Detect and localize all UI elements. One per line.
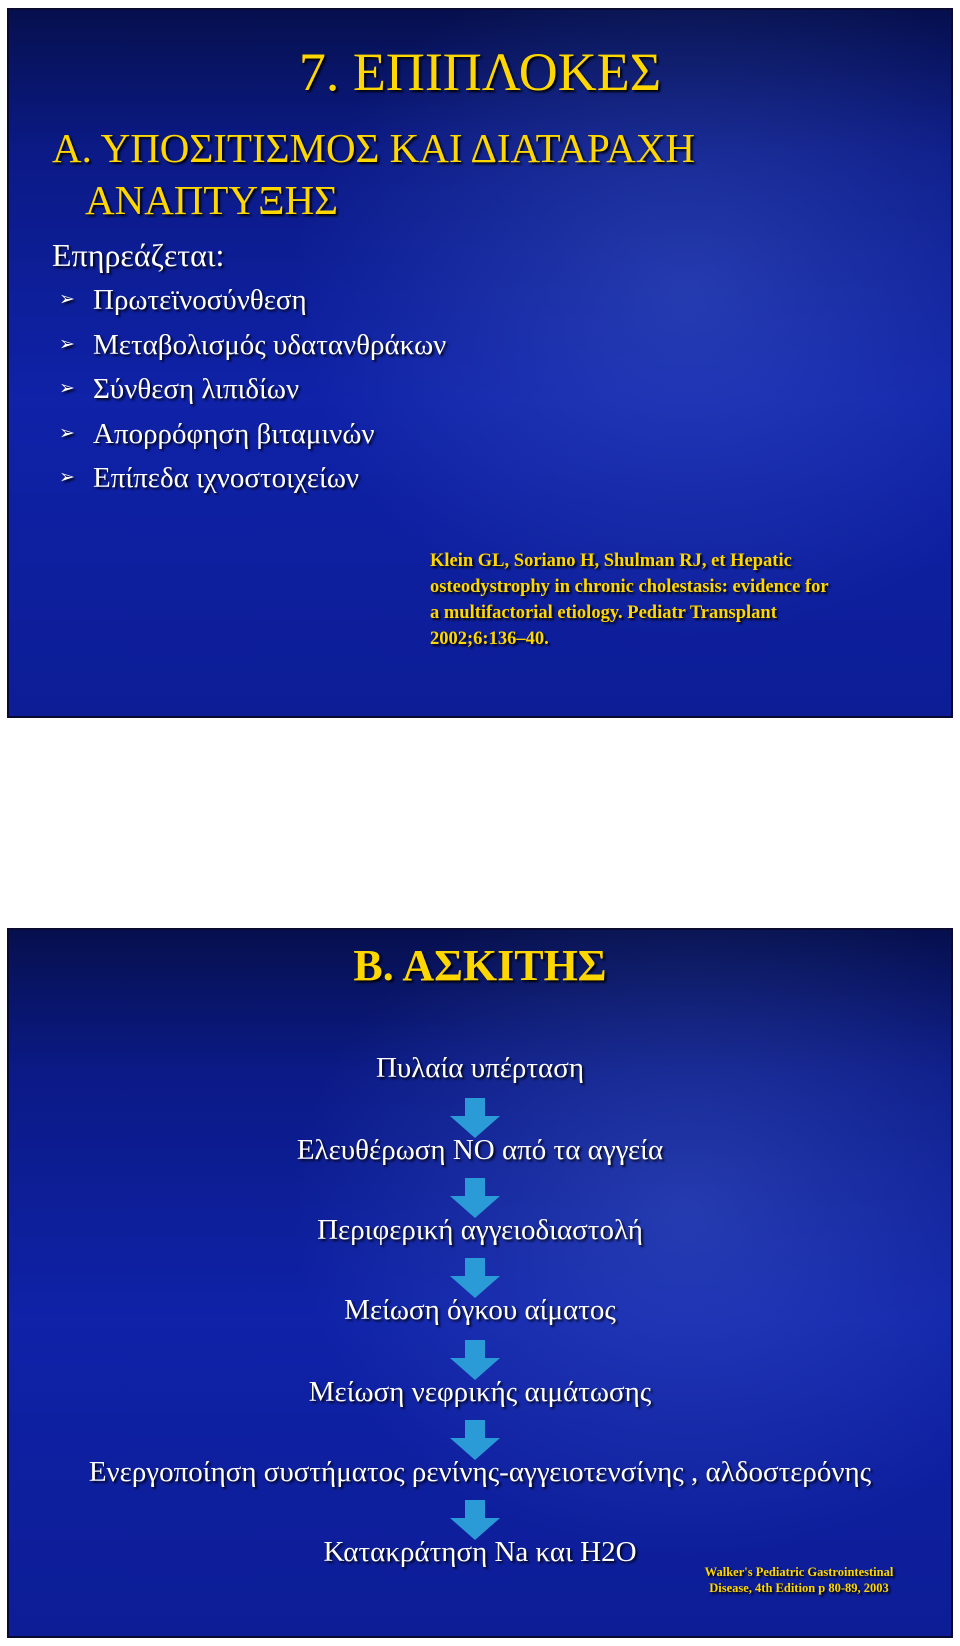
slide-ascites bbox=[7, 928, 953, 1638]
section-heading-line-1: Α. ΥΠΟΣΙΤΙΣΜΟΣ ΚΑΙ ΔΙΑΤΑΡΑΧΗ bbox=[52, 125, 695, 171]
citation bbox=[430, 548, 900, 652]
slide-title: Β. ΑΣΚΙΤΗΣ bbox=[353, 941, 607, 990]
bullet-text: Απορρόφηση βιταμινών bbox=[93, 417, 375, 450]
citation-line: Klein GL, Soriano H, Shulman RJ, et Hepatic bbox=[430, 551, 792, 571]
bullet-text: Σύνθεση λιπιδίων bbox=[93, 373, 300, 405]
arrow-bullet-icon: ➢ bbox=[59, 289, 75, 310]
reference-line: Walker's Pediatric Gastrointestinal bbox=[704, 1565, 894, 1579]
slide-complications bbox=[7, 8, 953, 718]
bullet-list bbox=[59, 278, 446, 501]
arrow-bullet-icon: ➢ bbox=[59, 333, 75, 355]
bullet-text: Μεταβολισμός υδατανθράκων bbox=[93, 328, 447, 361]
citation-line: osteodystrophy in chronic cholestasis: evidence for bbox=[430, 577, 829, 597]
bullet-text: Επίπεδα ιχνοστοιχείων bbox=[93, 462, 360, 494]
bullet-item bbox=[59, 456, 446, 501]
arrow-bullet-icon: ➢ bbox=[59, 378, 75, 399]
affects-label: Επηρεάζεται: bbox=[52, 237, 225, 273]
flow-step-blood-volume: Μείωση όγκου αίματος bbox=[344, 1294, 616, 1326]
flow-step-vasodilation: Περιφερική αγγειοδιαστολή bbox=[317, 1214, 643, 1246]
reference-line: Disease, 4th Edition p 80-89, 2003 bbox=[709, 1581, 889, 1595]
reference bbox=[679, 1564, 919, 1596]
section-heading bbox=[52, 122, 912, 226]
citation-line: 2002;6:136–40. bbox=[430, 629, 549, 649]
flow-step-renal-perfusion: Μείωση νεφρικής αιμάτωσης bbox=[308, 1376, 652, 1408]
flow-step-raas-activation: Ενεργοποίηση συστήματος ρενίνης-αγγειοτενσίνης , αλδοστερόνης bbox=[88, 1456, 872, 1488]
arrow-bullet-icon: ➢ bbox=[59, 422, 75, 444]
arrow-bullet-icon: ➢ bbox=[59, 467, 75, 488]
flow-step-no-release: Ελευθέρωση NO από τα αγγεία bbox=[296, 1134, 664, 1166]
flow-step-na-h2o-retention: Κατακράτηση Na και H2O bbox=[323, 1536, 637, 1568]
citation-line: a multifactorial etiology. Pediatr Transplant bbox=[430, 603, 777, 623]
slide-title: 7. ΕΠΙΠΛΟΚΕΣ bbox=[298, 42, 662, 102]
section-heading-line-2: ΑΝΑΠΤΥΞΗΣ bbox=[85, 177, 338, 223]
bullet-item bbox=[59, 278, 446, 323]
bullet-item bbox=[59, 367, 446, 412]
bullet-item bbox=[59, 412, 446, 457]
bullet-text: Πρωτεϊνοσύνθεση bbox=[93, 284, 307, 316]
flow-step-portal-hypertension: Πυλαία υπέρταση bbox=[375, 1052, 585, 1084]
bullet-item bbox=[59, 323, 446, 368]
